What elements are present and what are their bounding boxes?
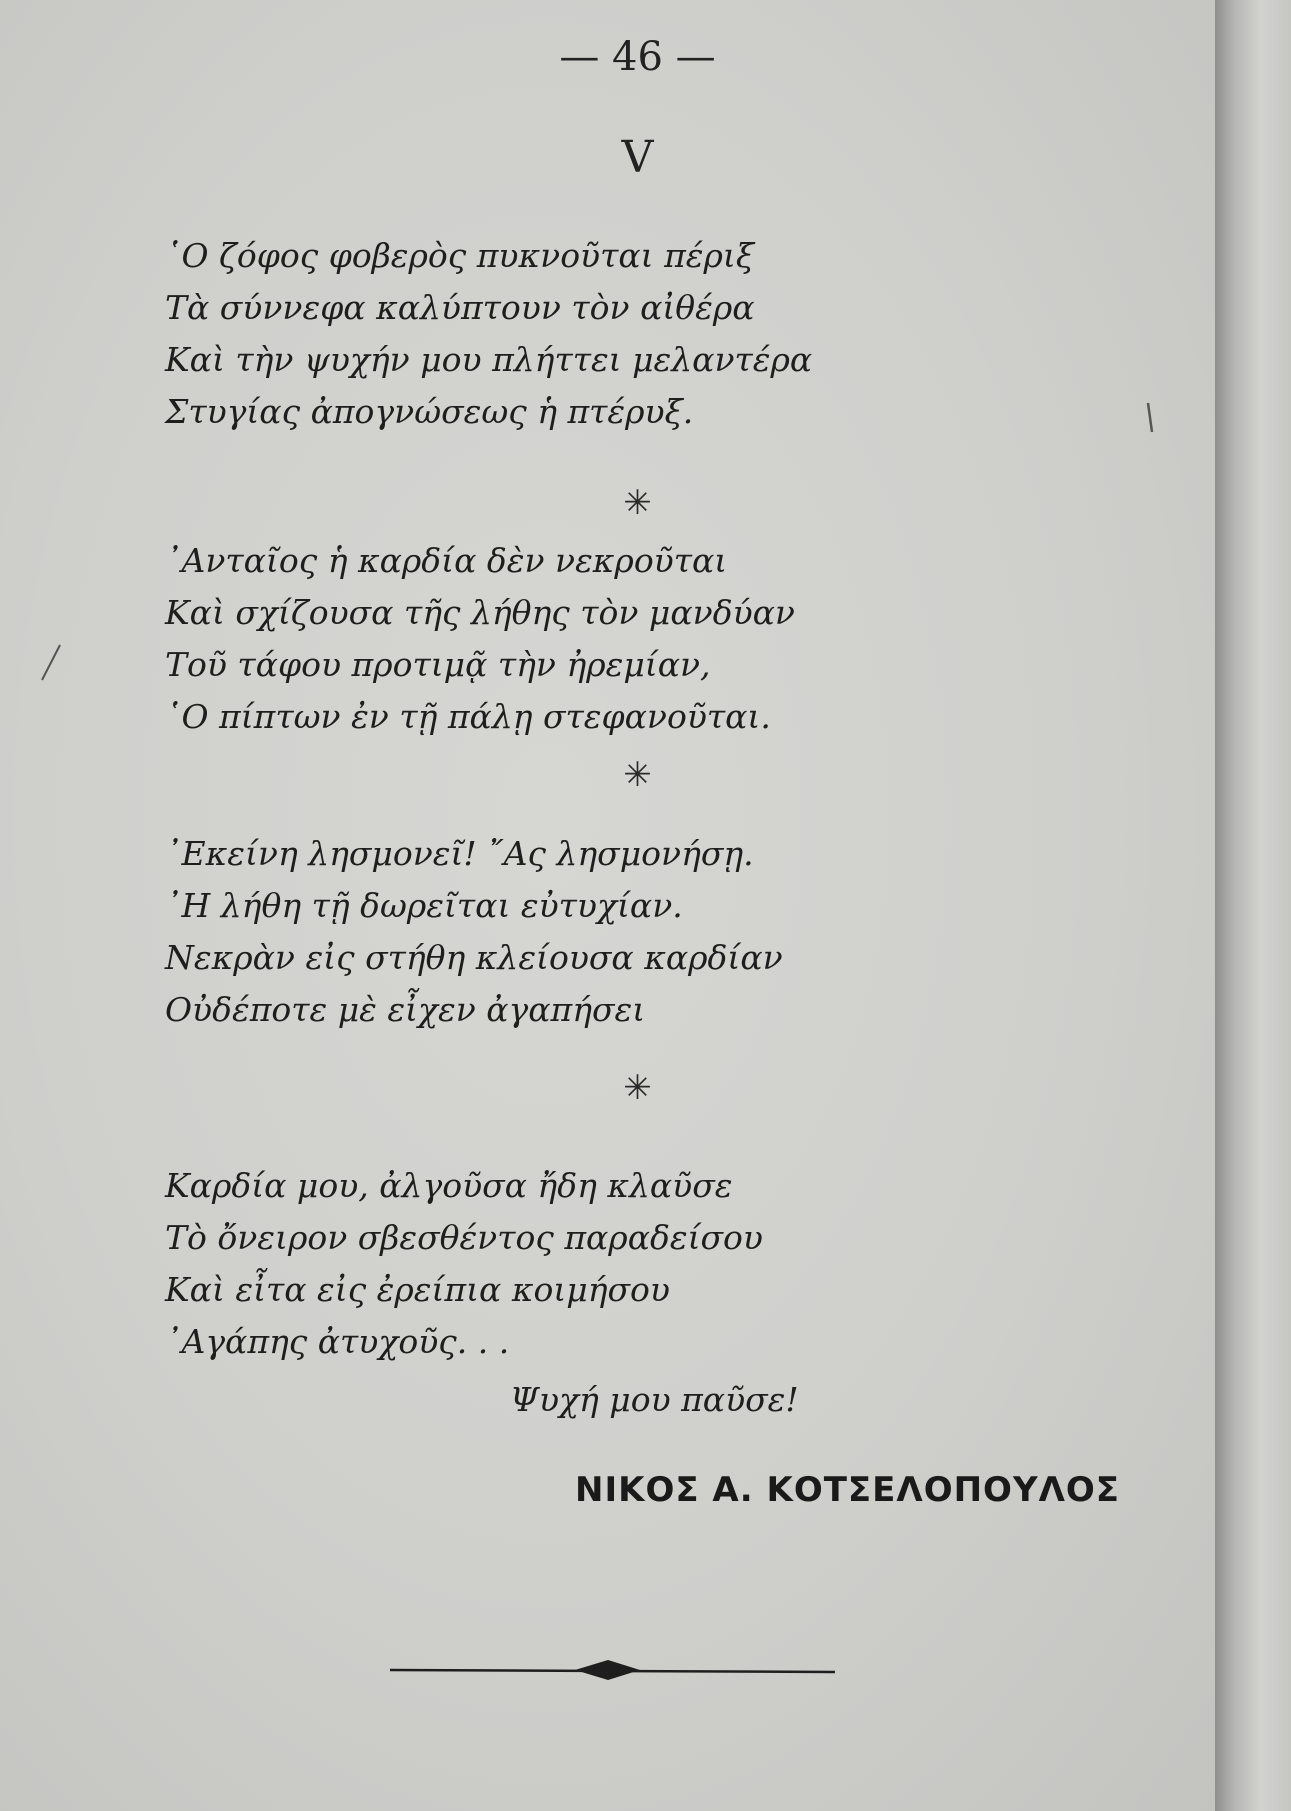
stanza-separator-star-icon: ✳	[623, 1068, 652, 1108]
verse-line: Τοῦ τάφου προτιμᾷ τὴν ἠρεμίαν,	[165, 645, 711, 684]
poem-stanza-4	[165, 1160, 763, 1368]
verse-line: Καὶ σχίζουσα τῆς λήθης τὸν μανδύαν	[165, 593, 795, 632]
stanza-separator-star-icon: ✳	[623, 483, 652, 523]
closing-ornament-rule	[390, 1655, 835, 1685]
poem-stanza-2	[165, 535, 795, 743]
pencil-mark	[30, 640, 70, 690]
verse-line: Καρδία μου, ἀλγοῦσα ἤδη κλαῦσε	[165, 1166, 733, 1205]
verse-line: Καὶ τὴν ψυχήν μου πλήττει μελαντέρα	[165, 340, 813, 379]
verse-line: ᾿Ανταῖος ἡ καρδία δὲν νεκροῦται	[165, 541, 728, 580]
verse-line: ᾿Αγάπης ἀτυχοῦς. . .	[165, 1322, 510, 1361]
verse-line: Νεκρὰν εἰς στήθη κλείουσα καρδίαν	[165, 938, 783, 977]
final-verse-line: Ψυχή μου παῦσε!	[510, 1380, 799, 1419]
verse-line: ᾿Η λήθη τῇ δωρεῖται εὐτυχίαν.	[165, 886, 683, 925]
pencil-mark	[1140, 400, 1160, 440]
verse-line: ῾Ο πίπτων ἐν τῇ πάλῃ στεφανοῦται.	[165, 697, 771, 736]
verse-line: Τὸ ὄνειρον σβεσθέντος παραδείσου	[165, 1218, 763, 1257]
verse-line: ῾Ο ζόφος φοβερὸς πυκνοῦται πέριξ	[165, 236, 755, 275]
verse-line: Τὰ σύννεφα καλύπτουν τὸν αἰθέρα	[165, 288, 755, 327]
verse-line: Στυγίας ἀπογνώσεως ἡ πτέρυξ.	[165, 392, 694, 431]
page-number: — 46 —	[559, 34, 716, 80]
author-signature: ΝΙΚΟΣ Α. ΚΟΤΣΕΛΟΠΟΥΛΟΣ	[575, 1470, 1121, 1510]
poem-stanza-3	[165, 828, 783, 1036]
verse-line: Οὐδέποτε μὲ εἶχεν ἀγαπήσει	[165, 990, 646, 1029]
book-spine-shadow	[1215, 0, 1291, 1811]
poem-stanza-1	[165, 230, 812, 438]
stanza-separator-star-icon: ✳	[623, 755, 652, 795]
ornament-diamond-icon	[575, 1660, 640, 1680]
verse-line: Καὶ εἶτα εἰς ἐρείπια κοιμήσου	[165, 1270, 670, 1309]
section-numeral: V	[621, 132, 654, 183]
verse-line: ᾿Εκείνη λησμονεῖ! ῎Ας λησμονήσῃ.	[165, 834, 754, 873]
